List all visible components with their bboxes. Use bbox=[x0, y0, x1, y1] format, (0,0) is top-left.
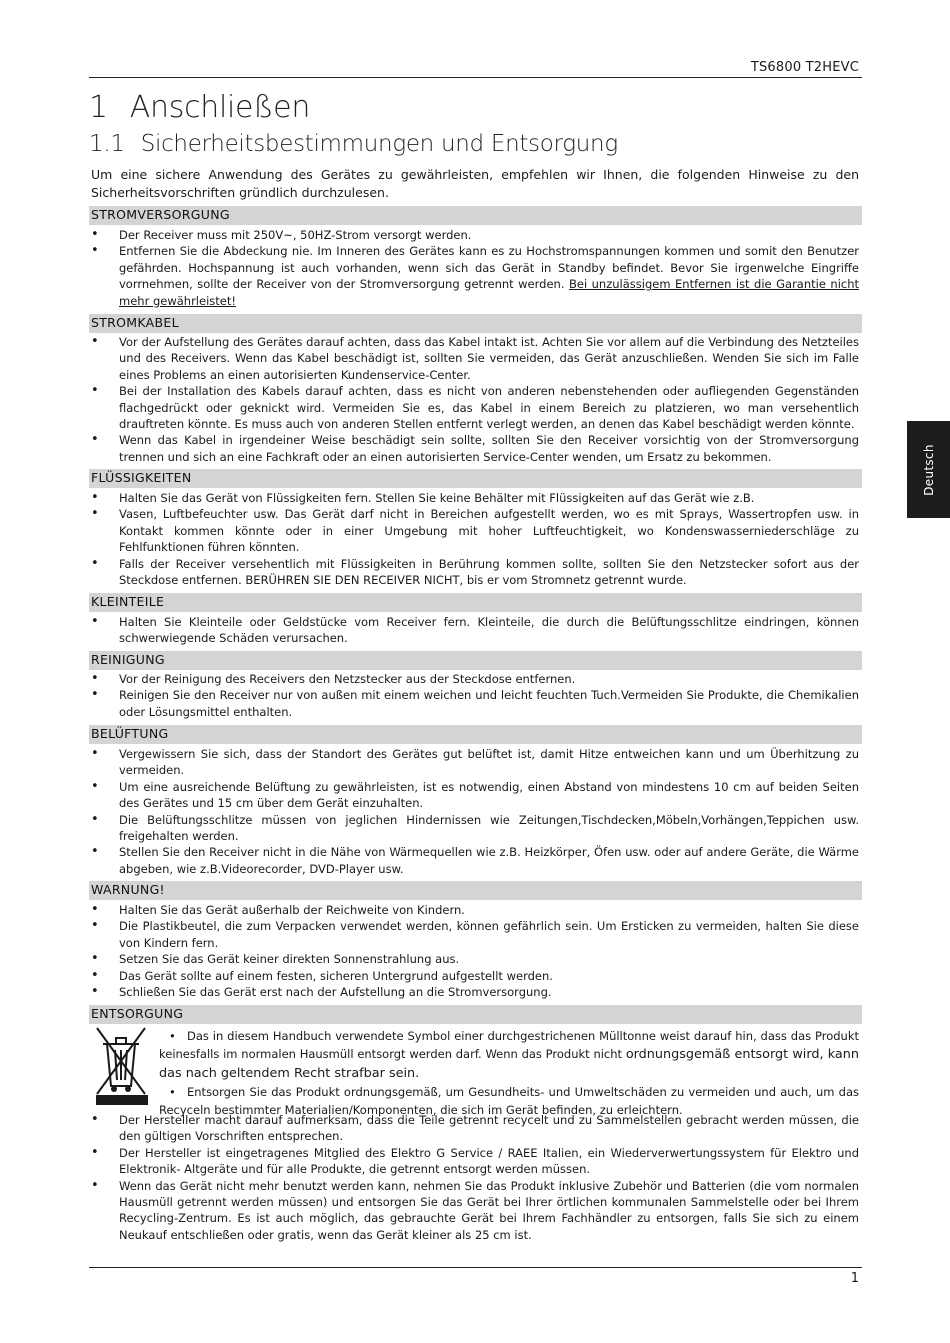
header-rule bbox=[89, 77, 862, 78]
list-item: • Die Plastikbeutel, die zum Verpacken verwendet werden, können gefährlich sein. Um Ersticken zu vermeiden, halten Sie diese von Kindern fern. bbox=[91, 918, 859, 951]
section-bar-stromversorgung bbox=[89, 206, 862, 225]
list-item: • Halten Sie das Gerät von Flüssigkeiten fern. Stellen Sie keine Behälter mit Flüssigkeiten auf das Gerät wie z.B. bbox=[91, 490, 859, 506]
entsorgung-intro bbox=[159, 1027, 859, 1119]
chapter-number: 1 bbox=[89, 90, 108, 125]
list-item: • Falls der Receiver versehentlich mit Flüssigkeiten in Berührung kommen sollte, sollten Sie den Netzstecker sofort aus der Steckdose entfernen. BERÜHREN SIE DEN RECEIVER NICHT, bis er vom Stromnetz getrennt wurde. bbox=[91, 556, 859, 589]
list-item-text: Entfernen Sie die Abdeckung nie. Im Inneren des Gerätes kann es zu Hochstromspannungen kommen und somit den Benutzer gefährden. Hochspannung ist auch vorhanden, wenn sich das Gerät in Standby befindet. Bevor Sie irgenwelche Eingriffe vorrnehmen, sollte der Receiver von der Stromversorgung getrennt werden. bbox=[119, 244, 859, 292]
list-kleinteile bbox=[91, 614, 859, 647]
section-title-fluessigkeiten: FLÜSSIGKEITEN bbox=[91, 470, 192, 485]
entsorgung-para1-a: Das in diesem Handbuch verwendete Symbol einer durchgestrichenen Mülltonne weist darauf hin, dass das Produkt keinesfalls im normalen Hausmüll entsorgt werden darf. Wenn das Produkt nicht bbox=[159, 1029, 859, 1061]
list-stromkabel bbox=[91, 334, 859, 465]
entsorgung-paragraph bbox=[159, 1027, 859, 1083]
list-item: • Der Hersteller macht darauf aufmerksam, dass die Teile getrennt recycelt und zu Sammelstellen gebracht werden müssen, die den gültigen Vorschriften entsprechen. bbox=[91, 1112, 859, 1145]
bullet-icon: • bbox=[169, 1029, 176, 1043]
section-title-stromkabel: STROMKABEL bbox=[91, 315, 179, 330]
list-item: • Vasen, Luftbefeuchter usw. Das Gerät darf nicht in Bereichen aufgestellt werden, wo es mit Sprays, Wassertropfen usw. in Kontakt kommen könnte oder in einer Umgebung mit hoher Luftfeuchtigkeit, wo Kondenswasserniederschläge zu Fehlfunktionen führen könnten. bbox=[91, 506, 859, 555]
list-item bbox=[91, 243, 859, 309]
list-fluessigkeiten bbox=[91, 490, 859, 588]
section-number: 1.1 bbox=[89, 131, 125, 157]
section-bar-entsorgung bbox=[89, 1005, 862, 1024]
warranty-note: Bei unzulässigem Entfernen ist die Garantie nicht mehr gewährleistet! bbox=[119, 277, 860, 308]
section-title: Sicherheitsbestimmungen und Entsorgung bbox=[140, 131, 618, 157]
list-belueftung bbox=[91, 746, 859, 877]
list-item: • Vergewissern Sie sich, dass der Standort des Gerätes gut belüftet ist, damit Hitze entweichen kann und um Überhitzung zu vermeiden. bbox=[91, 746, 859, 779]
bullet-icon: • bbox=[169, 1085, 176, 1099]
section-bar-warnung bbox=[89, 881, 862, 900]
model-name: TS6800 T2HEVC bbox=[750, 60, 859, 75]
section-bar-kleinteile bbox=[89, 593, 862, 612]
list-item: • Setzen Sie das Gerät keiner direkten Sonnenstrahlung aus. bbox=[91, 951, 859, 967]
list-item: • Der Receiver muss mit 250V~, 50HZ-Strom versorgt werden. bbox=[91, 227, 859, 243]
intro-paragraph: Um eine sichere Anwendung des Gerätes zu gewährleisten, empfehlen wir Ihnen, die folgenden Hinweise zu den Sicherheitsvorschriften gründlich durchzulesen. bbox=[91, 167, 859, 200]
list-item: • Das Gerät sollte auf einem festen, sicheren Untergrund aufgestellt werden. bbox=[91, 968, 859, 984]
section-bar-fluessigkeiten bbox=[89, 469, 862, 488]
chapter-heading bbox=[89, 90, 310, 125]
list-item: • Vor der Aufstellung des Gerätes darauf achten, dass das Kabel intakt ist. Achten Sie vor allem auf die Verbindung des Netzteiles und des Receivers. Wenn das Kabel beschädigt ist, sollten Sie vermeiden, das Gerät anzuschließen. Wenden Sie sich im Falle eines Problems an einen autorisierten Kundenservice-Center. bbox=[91, 334, 859, 383]
section-title-kleinteile: KLEINTEILE bbox=[91, 594, 165, 609]
list-item: • Stellen Sie den Receiver nicht in die Nähe von Wärmequellen wie z.B. Heizkörper, Öfen usw. oder auf andere Geräte, die Wärme abgeben, wie z.B.Videorecorder, DVD-Player usw. bbox=[91, 844, 859, 877]
list-item: • Wenn das Kabel in irgendeiner Weise beschädigt sein sollte, sollten Sie den Receiver vorsichtig von der Stromversorgung trennen und sich an eine Fachkraft oder an einen autorisierten Service-Center wenden, um Ersatz zu bekommen. bbox=[91, 432, 859, 465]
list-warnung bbox=[91, 902, 859, 1000]
entsorgung-para1-b: ordnungsgemäß entsorgt wird, kann das nach geltendem Recht strafbar sein. bbox=[159, 1047, 859, 1081]
section-heading bbox=[89, 131, 618, 157]
list-item: • Reinigen Sie den Receiver nur von außen mit einem weichen und leicht feuchten Tuch.Vermeiden Sie Produkte, die Chemikalien oder Lösungsmittel enthalten. bbox=[91, 687, 859, 720]
list-item: • Der Hersteller ist eingetragenes Mitglied des Elektro G Service / RAEE Italien, ein Wiederverwertungssystem für Elektro und Elektronik- Altgeräte und für alle Produkte, die getrennt entsorgt werden müssen. bbox=[91, 1145, 859, 1178]
list-item: • Vor der Reinigung des Receivers den Netzstecker aus der Steckdose entfernen. bbox=[91, 671, 859, 687]
list-item: • Bei der Installation des Kabels darauf achten, dass es nicht von anderen nebenstehenden oder aufliegenden Gegenständen flachgedrückt oder geknickt wird. Vermeiden Sie es, das Kabel in einem Bereich zu platzieren, wo man versehentlich drauftreten könnte. Es muss auch von anderen Stellen entfernt verlegt werden, an denen das Kabel beschädigt werden könnte. bbox=[91, 383, 859, 432]
list-item: • Um eine ausreichende Belüftung zu gewährleisten, ist es notwendig, einen Abstand von mindestens 10 cm auf beiden Seiten des Gerätes und 15 cm über dem Gerät einzuhalten. bbox=[91, 779, 859, 812]
entsorgung-para2: Entsorgen Sie das Produkt ordnungsgemäß, um Gesundheits- und Umweltschäden zu vermeiden und auch, um das Recyceln bestimmter Materialien/Komponenten, die sich im Gerät befinden, zu erleichtern. bbox=[159, 1085, 859, 1117]
section-title-stromversorgung: STROMVERSORGUNG bbox=[91, 207, 230, 222]
section-bar-belueftung bbox=[89, 725, 862, 744]
footer-rule bbox=[89, 1267, 862, 1268]
crossed-bin-icon bbox=[93, 1024, 149, 1104]
list-reinigung bbox=[91, 671, 859, 720]
chapter-title: Anschließen bbox=[129, 90, 311, 125]
language-tab bbox=[907, 421, 950, 518]
page-number: 1 bbox=[850, 1271, 859, 1286]
section-bar-reinigung bbox=[89, 651, 862, 670]
list-item: • Schließen Sie das Gerät erst nach der Aufstellung an die Stromversorgung. bbox=[91, 984, 859, 1000]
section-title-reinigung: REINIGUNG bbox=[91, 652, 165, 667]
list-item: • Wenn das Gerät nicht mehr benutzt werden kann, nehmen Sie das Produkt inklusive Zubehör und Batterien (die vom normalen Hausmüll getrennt werden müssen) und entsorgen Sie das Gerät bei Ihrer örtlichen kommunalen Sammelstelle oder bei Ihrem Recycling-Zentrum. Es ist auch möglich, das gebrauchte Gerät bei Ihrem Fachhändler zu entsorgen, falls Sie sich zu einem Neukauf entschließen oder gratis, wenn das Gerät kleiner als 25 cm ist. bbox=[91, 1178, 859, 1244]
weee-bar bbox=[96, 1095, 148, 1105]
section-bar-stromkabel bbox=[89, 314, 862, 333]
section-title-belueftung: BELÜFTUNG bbox=[91, 726, 169, 741]
language-tab-label: Deutsch bbox=[921, 443, 936, 496]
section-title-entsorgung: ENTSORGUNG bbox=[91, 1006, 184, 1021]
list-item: • Halten Sie Kleinteile oder Geldstücke vom Receiver fern. Kleinteile, die durch die Belüftungsschlitze eindringen, können schwerwiegende Schäden verursachen. bbox=[91, 614, 859, 647]
list-entsorgung bbox=[91, 1112, 859, 1243]
list-stromversorgung bbox=[91, 227, 859, 309]
section-title-warnung: WARNUNG! bbox=[91, 882, 165, 897]
list-item: • Die Belüftungsschlitze müssen von jeglichen Hindernissen wie Zeitungen,Tischdecken,Möbeln,Vorhängen,Teppichen usw. freigehalten werden. bbox=[91, 812, 859, 845]
list-item: • Halten Sie das Gerät außerhalb der Reichweite von Kindern. bbox=[91, 902, 859, 918]
